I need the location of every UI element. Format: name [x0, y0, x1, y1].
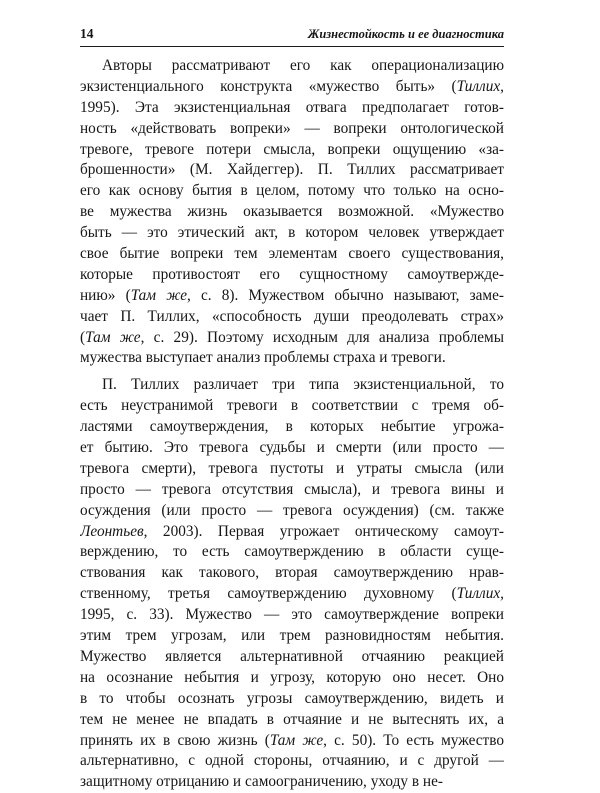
text-segment: осуждения (или просто — тревога осуждения) (см. также [80, 501, 504, 519]
text-segment: , с. 8). Мужеством обычно называют, заме- [187, 286, 504, 304]
body-text [80, 56, 504, 793]
text-segment: верждению, то есть самоутверждению в области суще- [80, 543, 504, 561]
text-line [80, 286, 504, 307]
text-segment: Мужество является альтернативной отчаянию реакцией [80, 647, 504, 665]
text-segment: , 2003). Первая угрожает онтическому самоут- [143, 522, 504, 540]
text-line [80, 542, 504, 563]
text-segment: мужества выступает анализ проблемы страха и тревоги. [80, 349, 446, 367]
text-segment: защитному отрицанию и самоограничению, уходу в не- [80, 773, 443, 791]
text-segment: в то чтобы осознать угрозы самоутверждению, видеть и [80, 689, 504, 707]
text-line [80, 772, 504, 793]
text-line [80, 480, 504, 501]
text-line [80, 202, 504, 223]
text-segment: быть — это этический акт, в котором человек утверждает [80, 224, 504, 242]
text-line [80, 501, 504, 522]
text-line [80, 689, 504, 710]
text-segment: ве мужества жизнь оказывается возможной. «Мужество [80, 203, 504, 221]
text-segment: этим трем угрозам, или трем разновидностям небытия. [80, 627, 504, 645]
text-segment: П. Тиллих различает три типа экзистенциальной, то [102, 376, 504, 394]
page-number: 14 [80, 26, 94, 41]
text-line [80, 459, 504, 480]
text-line [80, 140, 504, 161]
text-segment: принять их в свою жизнь ( [80, 731, 270, 749]
text-line [80, 77, 504, 98]
text-line [80, 710, 504, 731]
text-segment: 1995). Эта экзистенциальная отвага предполагает готов- [80, 98, 504, 116]
text-segment: , с. 29). Поэтому исходным для анализа проблемы [140, 328, 504, 346]
text-segment: чает П. Тиллих, «способность души преодолевать страх» [80, 307, 504, 325]
citation-reference: Там же [85, 328, 141, 346]
text-line [80, 119, 504, 140]
citation-reference: Тиллих, [456, 585, 504, 603]
text-line [80, 160, 504, 181]
text-line [80, 438, 504, 459]
text-segment: на осознание небытия и угрозу, которую оно несет. Оно [80, 668, 504, 686]
text-segment: брошенности» (М. Хайдеггер). П. Тиллих рассматривает [80, 161, 504, 179]
text-line [80, 348, 504, 369]
citation-reference: Там же [269, 731, 324, 749]
text-line [80, 626, 504, 647]
text-line [80, 375, 504, 396]
text-segment: его как основу бытия в целом, потому что только на осно- [80, 182, 504, 200]
text-segment: альтернативно, с одной стороны, отчаянию, и с другой — [80, 752, 504, 770]
text-line [80, 98, 504, 119]
citation-reference: Леонтьев [80, 522, 144, 540]
text-line [80, 647, 504, 668]
text-segment: нию» ( [80, 286, 131, 304]
page-header [80, 24, 504, 47]
text-line [80, 328, 504, 349]
text-segment: ственному, третья самоутверждению духовному ( [80, 585, 457, 603]
text-segment: тем не менее не впадать в отчаяние и не вытеснять их, а [80, 710, 504, 728]
text-segment: Авторы рассматривают его как операционализацию [102, 57, 504, 74]
text-line [80, 751, 504, 772]
text-segment: ствования как такового, вторая самоутверждению нрав- [80, 564, 504, 582]
text-segment: есть неустранимой тревоги в соответствии с тремя об- [80, 397, 504, 415]
paragraph [80, 56, 504, 369]
running-title: Жизнестойкость и ее диагностика [307, 27, 504, 41]
text-segment: , с. 50). То есть мужество [323, 731, 504, 749]
text-line [80, 244, 504, 265]
text-line [80, 731, 504, 752]
text-line [80, 668, 504, 689]
text-segment: тревога смерти), тревога пустоты и утраты смысла (или [80, 459, 504, 477]
text-segment: ность «действовать вопреки» — вопреки онтологической [80, 119, 504, 137]
text-line [80, 56, 504, 77]
paragraph [80, 375, 504, 793]
text-line [80, 584, 504, 605]
text-segment: свое бытие вопреки тем элементам своего существования, [80, 245, 504, 263]
text-segment: тревоге, тревоге потери смысла, вопреки ощущению «за- [80, 140, 504, 158]
text-line [80, 181, 504, 202]
text-segment: ластями самоутверждения, в которых небытие угрожа- [80, 418, 504, 436]
citation-reference: Там же [130, 286, 188, 304]
citation-reference: Тиллих, [456, 77, 504, 95]
text-line [80, 307, 504, 328]
text-line [80, 396, 504, 417]
text-line [80, 563, 504, 584]
text-line [80, 605, 504, 626]
text-segment: 1995, с. 33). Мужество — это самоутверждение вопреки [80, 606, 504, 624]
text-segment: которые противостоят его сущностному самоутвержде- [80, 265, 504, 283]
text-segment: просто — тревога отсутствия смысла), и тревога вины и [80, 480, 504, 498]
text-segment: ет бытию. Это тревога судьбы и смерти (или просто — [80, 439, 504, 457]
text-line [80, 223, 504, 244]
text-segment: экзистенциального конструкта «мужество быть» ( [80, 77, 457, 95]
text-line [80, 522, 504, 543]
text-segment: ( [80, 328, 86, 346]
text-line [80, 417, 504, 438]
text-line [80, 265, 504, 286]
